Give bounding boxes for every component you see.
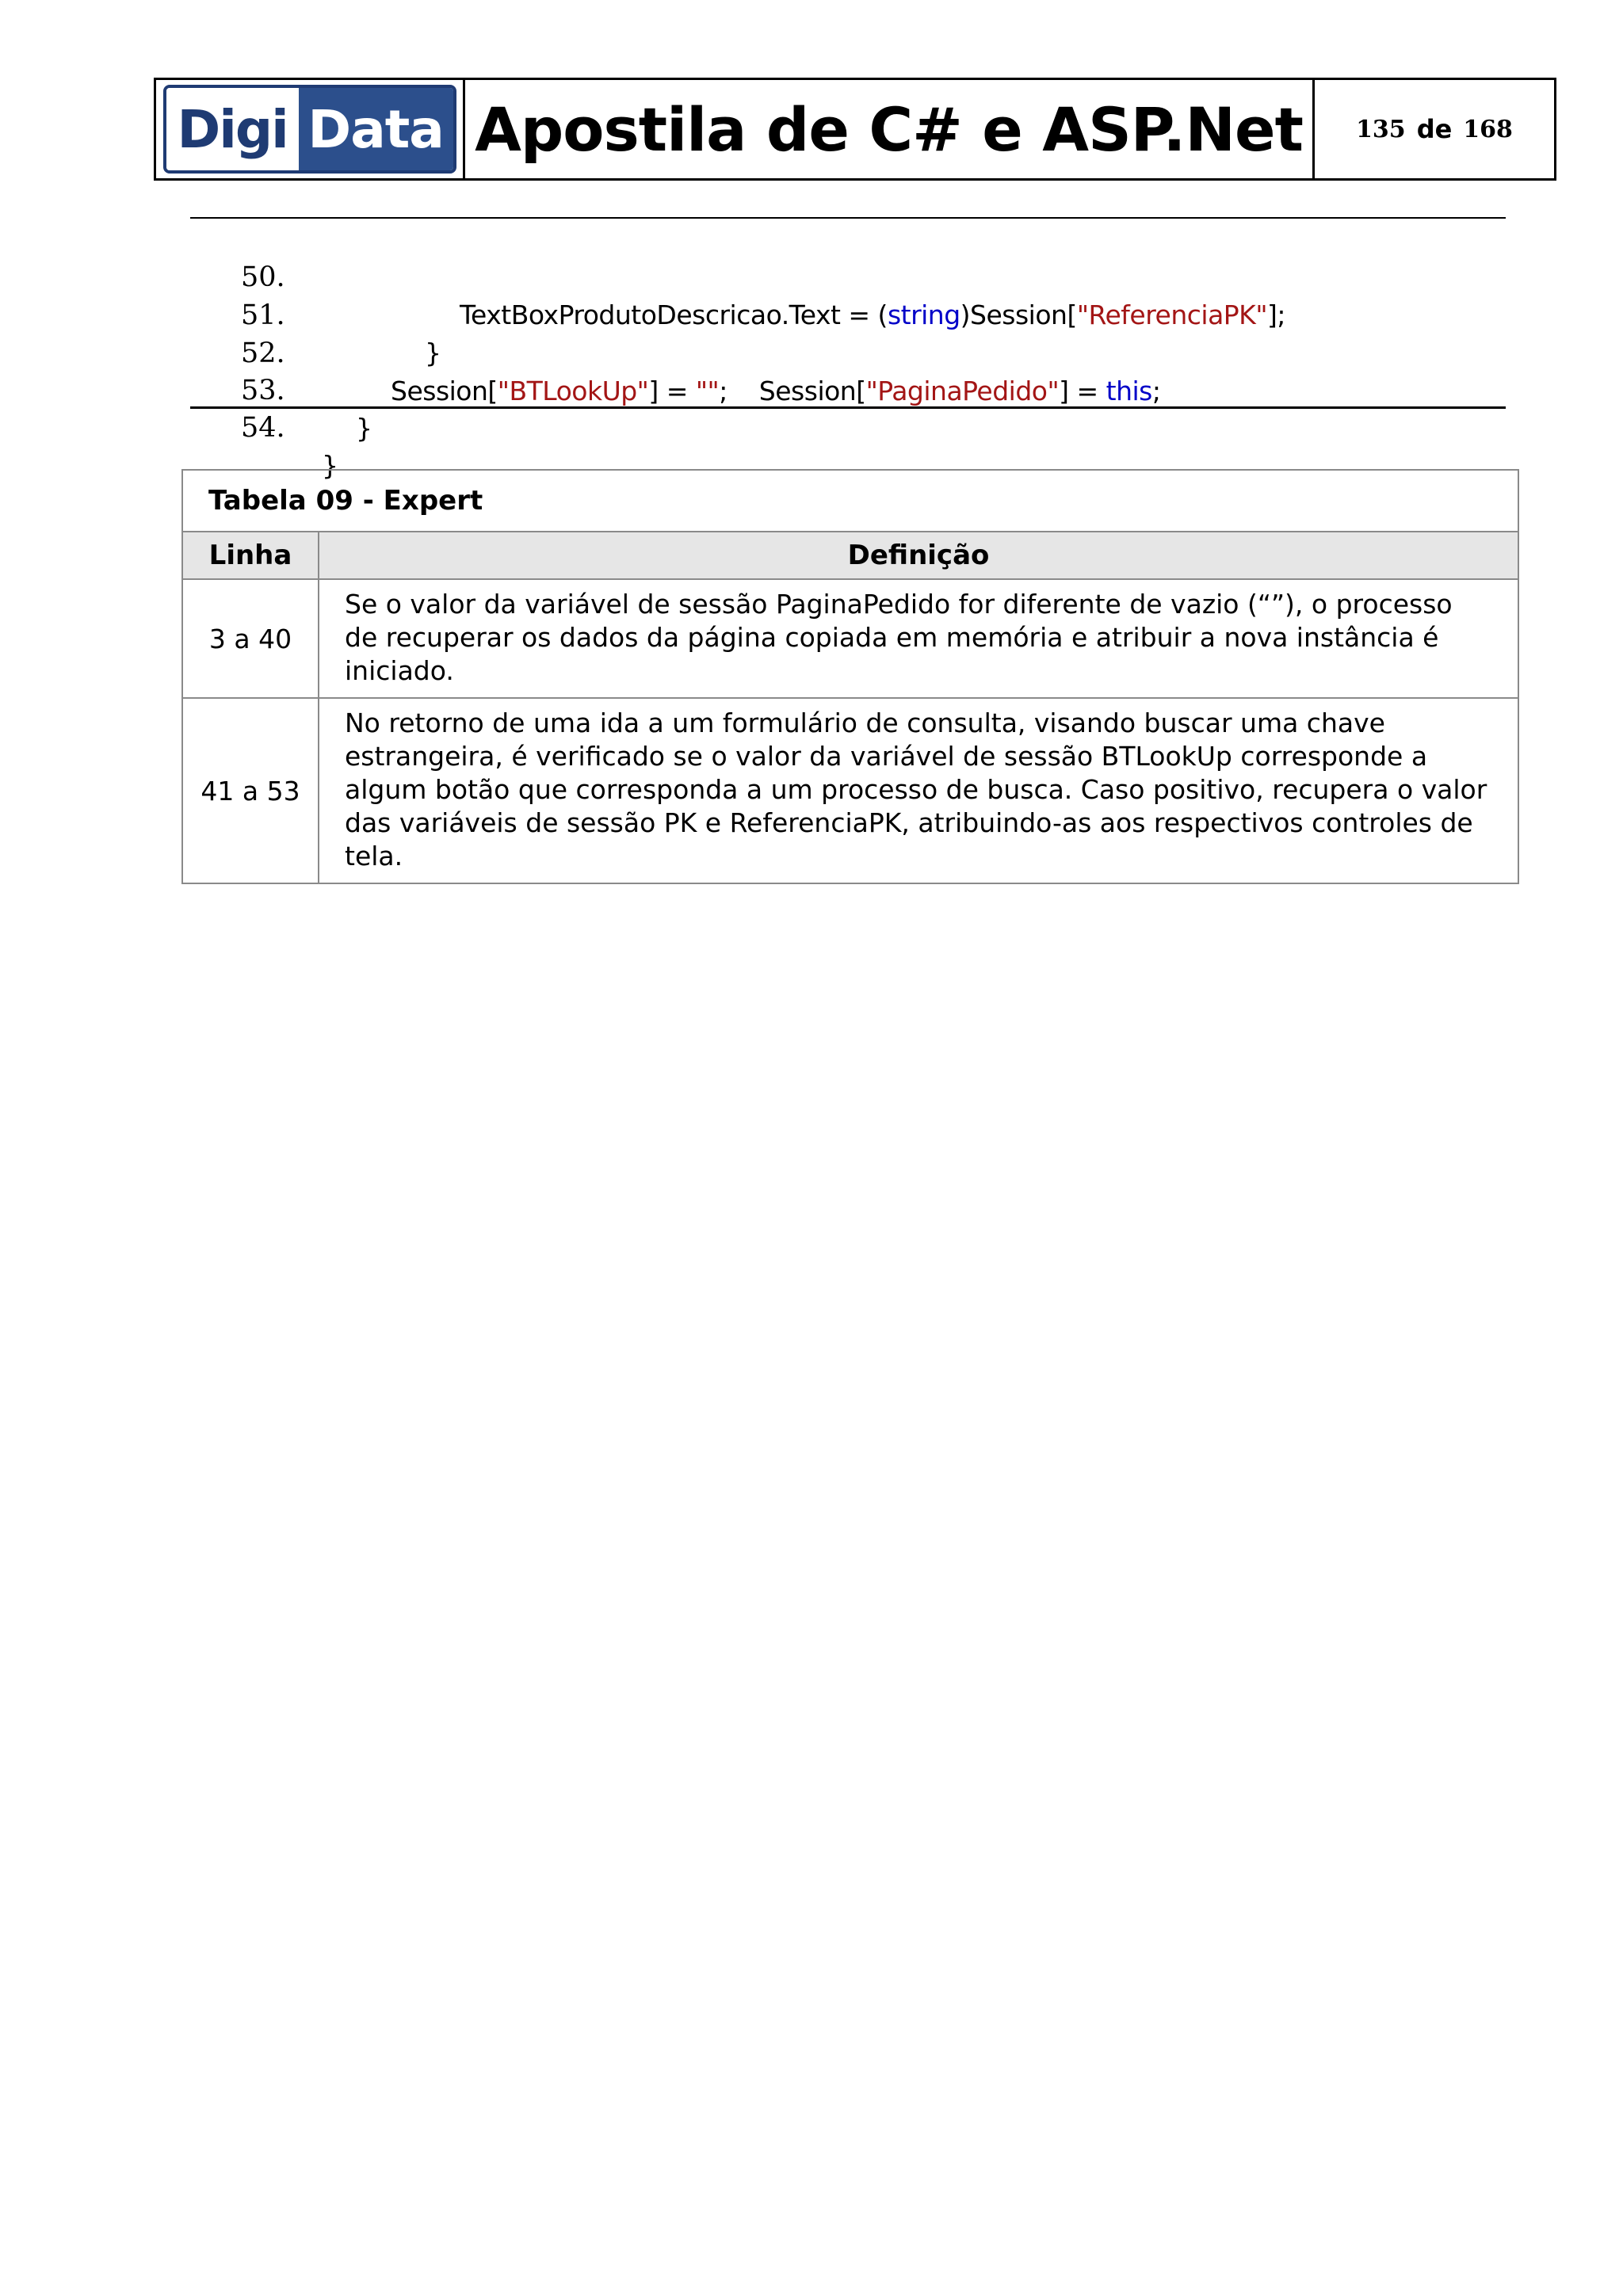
code-token-plain: ; Session[ [719, 376, 866, 406]
logo-data: Data [299, 88, 453, 170]
page-header [154, 78, 1556, 181]
code-token-plain: TextBoxProdutoDescricao.Text = ( [460, 299, 888, 330]
title-cell [465, 80, 1315, 178]
line-number: 52. [241, 338, 285, 369]
code-token-plain: ] = [1059, 376, 1106, 406]
logo-cell [156, 80, 465, 178]
line-number: 53. [241, 375, 285, 406]
code-line [190, 371, 1506, 481]
code-token-plain: } [356, 413, 372, 444]
code-token-plain: } [425, 338, 441, 368]
row-definition: Se o valor da variável de sessão PaginaPedido for diferente de vazio (“”), o processo de recuperar os dados da página copiada em memória e atribuir a nova instância é iniciado. [319, 579, 1518, 698]
line-number: 50. [241, 261, 285, 293]
table-row [182, 579, 1518, 698]
line-number: 54. [241, 412, 285, 444]
table-caption: Tabela 09 - Expert [182, 470, 1518, 532]
table-header-row [182, 532, 1518, 579]
code-text [356, 410, 372, 448]
expert-table [181, 469, 1519, 884]
code-token-plain: Session[ [391, 376, 498, 406]
code-token-string: "" [695, 376, 720, 406]
code-token-plain: )Session[ [960, 299, 1077, 330]
page-separator: de [1416, 114, 1453, 144]
code-token-string: "PaginaPedido" [865, 376, 1060, 406]
row-line-range: 3 a 40 [182, 579, 319, 698]
code-token-keyword: string [887, 299, 960, 330]
page-counter [1315, 80, 1554, 178]
code-token-plain: ]; [1267, 299, 1286, 330]
line-number: 51. [241, 299, 285, 331]
page-total: 168 [1463, 115, 1513, 143]
code-token-plain: ; [1151, 376, 1161, 406]
header-definition: Definição [319, 532, 1518, 579]
document-title: Apostila de C# e ASP.Net [475, 93, 1303, 165]
code-listing [190, 217, 1506, 481]
code-token-string: "BTLookUp" [497, 376, 649, 406]
code-token-plain: ] = [648, 376, 696, 406]
logo-digi: Digi [166, 88, 299, 170]
header-line: Linha [182, 532, 319, 579]
page-current: 135 [1356, 115, 1406, 143]
table-row [182, 698, 1518, 883]
row-line-range: 41 a 53 [182, 698, 319, 883]
digidata-logo [163, 85, 456, 174]
row-definition: No retorno de uma ida a um formulário de consulta, visando buscar uma chave estrangeira, é verificado se o valor da variável de sessão BTLookUp corresponde a algum botão que corresponda a um processo de busca. Caso positivo, recupera o valor das variáveis de sessão PK e ReferenciaPK, atribuindo-as aos respectivos controles de tela. [319, 698, 1518, 883]
code-token-string: "ReferenciaPK" [1076, 299, 1268, 330]
code-token-keyword: this [1106, 376, 1152, 406]
code-token-plain: } [322, 450, 338, 481]
